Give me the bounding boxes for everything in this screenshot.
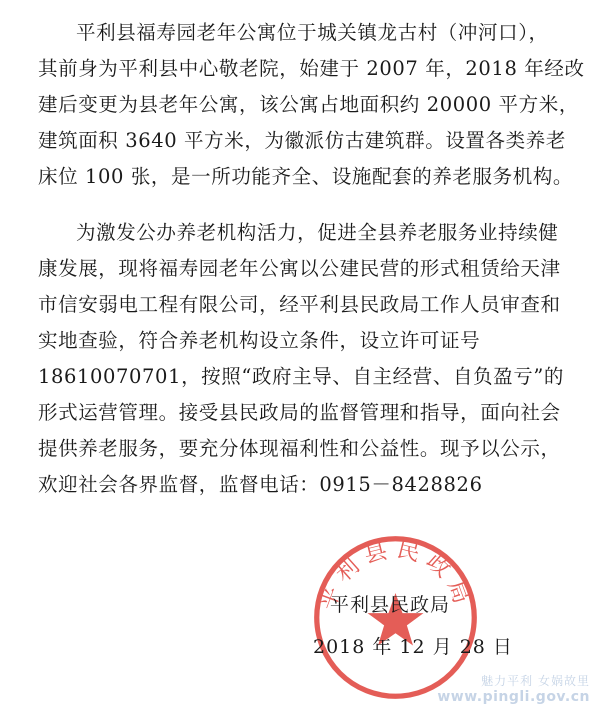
text-line: 平利县福寿园老年公寓位于城关镇龙古村（冲河口），	[76, 21, 549, 44]
text-line: 欢迎社会各界监督，监督电话：0915－8428826	[38, 473, 483, 496]
text-line: 实地查验，符合养老机构设立条件，设立许可证号	[38, 329, 481, 352]
text-line: 提供养老服务，要充分体现福利性和公益性。现予以公示，	[38, 437, 561, 460]
signature-organization: 平利县民政局	[330, 594, 451, 616]
text-line: 建筑面积 3640 平方米，为徽派仿古建筑群。设置各类养老	[38, 129, 566, 152]
seal-text: 平利县民政局	[314, 536, 477, 614]
watermark-slogan: 魅力平利 女娲故里	[481, 674, 590, 688]
text-line: 其前身为平利县中心敬老院，始建于 2007 年，2018 年经改	[38, 57, 585, 80]
official-seal	[308, 530, 483, 705]
signature-date: 2018 年 12 月 28 日	[313, 636, 513, 658]
text-line: 市信安弱电工程有限公司，经平利县民政局工作人员审查和	[38, 293, 561, 316]
text-line: 床位 100 张，是一所功能齐全、设施配套的养老服务机构。	[38, 165, 574, 188]
text-line: 建后变更为县老年公寓，该公寓占地面积约 20000 平方米，	[38, 93, 579, 116]
text-line: 为激发公办养老机构活力，促进全县养老服务业持续健	[76, 221, 559, 244]
text-line: 形式运营管理。接受县民政局的监督管理和指导，面向社会	[38, 401, 561, 424]
text-line: 康发展，现将福寿园老年公寓以公建民营的形式租赁给天津	[38, 257, 561, 280]
watermark-url: www.pingli.gov.cn	[437, 689, 590, 705]
text-line: 18610070701，按照“政府主导、自主经营、自负盈亏”的	[38, 365, 565, 388]
